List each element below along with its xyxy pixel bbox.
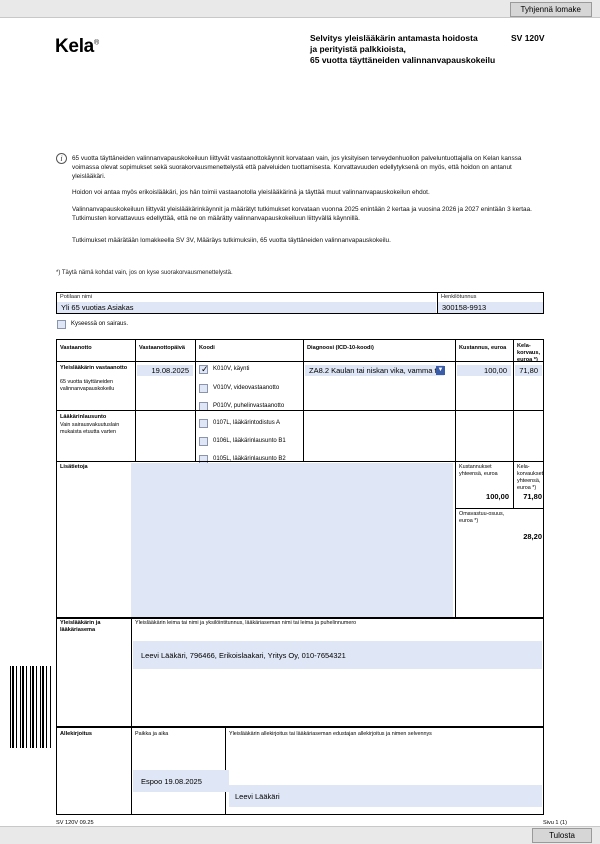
bottom-toolbar	[0, 826, 600, 844]
info-paragraph-4: Tutkimukset määrätään lomakkeella SV 3V, Määräys tutkimuksiin, 65 vuotta täyttäneiden valinnanvapauskokeilu.	[72, 237, 391, 244]
th-date: Vastaanottopäivä	[139, 345, 186, 351]
form-code: SV 120V	[511, 33, 545, 43]
col-sep-2	[195, 339, 196, 461]
totals-col-sep	[455, 461, 456, 619]
patient-name-input[interactable]	[57, 302, 436, 313]
own-share-label: Omavastuu-osuus, euroa *)	[459, 511, 505, 524]
extra-info-label: Lisätietoja	[60, 464, 88, 470]
doctor-side-label-line1: Yleislääkärin ja	[60, 620, 101, 626]
row2-code-label-0107l: 0107L, lääkärintodistus A	[213, 420, 281, 426]
row2-code-checkbox-0107l[interactable]	[199, 419, 208, 428]
row-sep-2	[56, 461, 544, 462]
row2-code-label-0105l: 0105L, lääkärinlausunto B2	[213, 456, 286, 462]
col-sep-3	[303, 339, 304, 461]
kela-logo	[55, 36, 99, 58]
info-paragraph-1: 65 vuotta täyttäneiden valinnanvapauskokeiluun liittyvät vastaanottokäynnit korvataan vain, jos yksityisen terveydenhuollon palveluntuottajalla on Kelan kanssa voimassa olevat sopimukset sekä suorakorvausmenettelystä että palveluiden tuottamisesta. Korvattavuuden edellytyksenä on myös, että hoidon on antanut yleislääkäri.	[72, 155, 522, 180]
footnote-text: *) Täytä nämä kohdat vain, jos on kyse suorakorvausmenettelystä.	[56, 270, 233, 276]
doctor-block	[56, 617, 544, 727]
totals-reimb-label: Kela-korvaukset yhteensä, euroa *)	[517, 464, 544, 491]
row2-label: Lääkärinlausunto	[60, 414, 107, 420]
th-code: Koodi	[199, 345, 215, 351]
row1-date-input[interactable]	[137, 365, 193, 376]
row1-code-checkbox-v010v[interactable]	[199, 384, 208, 393]
row1-sublabel: 65 vuotta täyttäneiden valinnanvapauskokeilu	[60, 379, 115, 392]
row1-reimbursement-input[interactable]	[515, 365, 542, 376]
th-reception: Vastaanotto	[60, 345, 92, 351]
form-title-line1: Selvitys yleislääkärin antamasta hoidosta	[310, 33, 478, 43]
info-icon: i	[56, 153, 67, 164]
row2-sublabel: Vain sairausvakuutuslain mukaista etuutta varten	[60, 422, 120, 435]
info-paragraph-2: Hoidon voi antaa myös erikoislääkäri, jos hän toimii vastaanotolla yleislääkärinä ja täyttää muut valinnanvapauskokeilun ehdot.	[72, 189, 430, 196]
kela-logo-text: Kela	[55, 36, 94, 57]
row1-code-label-v010v: V010V, videovastaanotto	[213, 385, 280, 391]
row1-code-checkbox-k010v[interactable]	[199, 365, 208, 374]
table-header-rule	[56, 361, 544, 362]
clear-form-button[interactable]: Tyhjennä lomake	[510, 2, 592, 17]
doctor-col-sep	[131, 617, 132, 727]
form-title	[310, 33, 540, 66]
th-cost: Kustannus, euroa	[459, 345, 507, 351]
row1-cost-input[interactable]	[457, 365, 511, 376]
signature-side-label: Allekirjoitus	[60, 731, 93, 737]
th-reimbursement: Kela-korvaus, euroa *)	[517, 343, 541, 363]
signature-col-sep-1	[131, 727, 132, 815]
row1-code-label-k010v: K010V, käynti	[213, 366, 250, 372]
footer-page-number: Sivu 1 (1)	[543, 820, 567, 826]
place-date-input[interactable]	[133, 770, 229, 792]
doctor-stamp-input[interactable]	[133, 641, 542, 669]
extra-info-input[interactable]	[131, 463, 453, 618]
totals-cost-value: 100,00	[486, 492, 509, 501]
form-title-line3: 65 vuotta täyttäneiden valinnanvapauskokeilu	[310, 55, 496, 65]
diagnosis-dropdown-icon[interactable]: ▼	[437, 367, 444, 373]
row1-diagnosis-input[interactable]	[305, 365, 444, 376]
barcode	[10, 666, 52, 748]
col-sep-1	[135, 339, 136, 461]
illness-checkbox-label: Kyseessä on sairaus.	[71, 321, 129, 327]
own-share-value: 28,20	[523, 532, 542, 541]
row1-label: Yleislääkärin vastaanotto	[60, 365, 128, 371]
own-share-sep	[455, 508, 544, 509]
row2-code-label-0106l: 0106L, lääkärinlausunto B1	[213, 438, 286, 444]
print-button[interactable]: Tulosta	[532, 828, 592, 843]
doctor-side-label	[60, 620, 126, 634]
registered-mark-icon: ®	[93, 39, 99, 47]
illness-checkbox[interactable]	[57, 320, 66, 329]
th-diagnosis: Diagnoosi (ICD-10-koodi)	[307, 345, 374, 351]
signature-input[interactable]	[229, 785, 542, 807]
doctor-hint: Yleislääkärin leima tai nimi ja yksilöintitunnus, lääkäriaseman nimi tai leima ja puhelinnumero	[135, 620, 357, 626]
row2-code-checkbox-0106l[interactable]	[199, 437, 208, 446]
patient-ssn-label: Henkilötunnus	[441, 294, 477, 300]
totals-reimb-value: 71,80	[523, 492, 542, 501]
patient-ssn-input[interactable]	[438, 302, 543, 313]
signature-hint: Yleislääkärin allekirjoitus tai lääkäriaseman edustajan allekirjoitus ja nimen selvennys	[229, 731, 432, 737]
col-sep-4	[455, 339, 456, 461]
info-paragraph-3: Valinnanvapauskokeiluun liittyvät yleislääkärinkäynnit ja määrätyt tutkimukset korvataan vuonna 2025 enintään 2 kertaa ja vuosina 2026 ja 2027 enintään 3 kertaa. Tutkimusten korvattavuus edellyttää, että ne on määrätty valinnanvapauskokeiluun liittyvällä käynnillä.	[72, 206, 532, 222]
patient-name-label: Potilaan nimi	[60, 294, 93, 300]
row1-code-label-p010v: P010V, puhelinvastaanotto	[213, 403, 285, 409]
totals-cost-label: Kustannukset yhteensä, euroa	[459, 464, 498, 477]
place-label: Paikka ja aika	[135, 731, 169, 737]
col-sep-5	[513, 339, 514, 461]
totals-inner-sep	[513, 461, 514, 508]
doctor-side-label-line2: lääkäriasema	[60, 627, 96, 633]
form-title-line2: ja perityistä palkkioista,	[310, 44, 406, 54]
footer-form-id: SV 120V 09.25	[56, 820, 94, 826]
row-sep-1	[56, 410, 544, 411]
